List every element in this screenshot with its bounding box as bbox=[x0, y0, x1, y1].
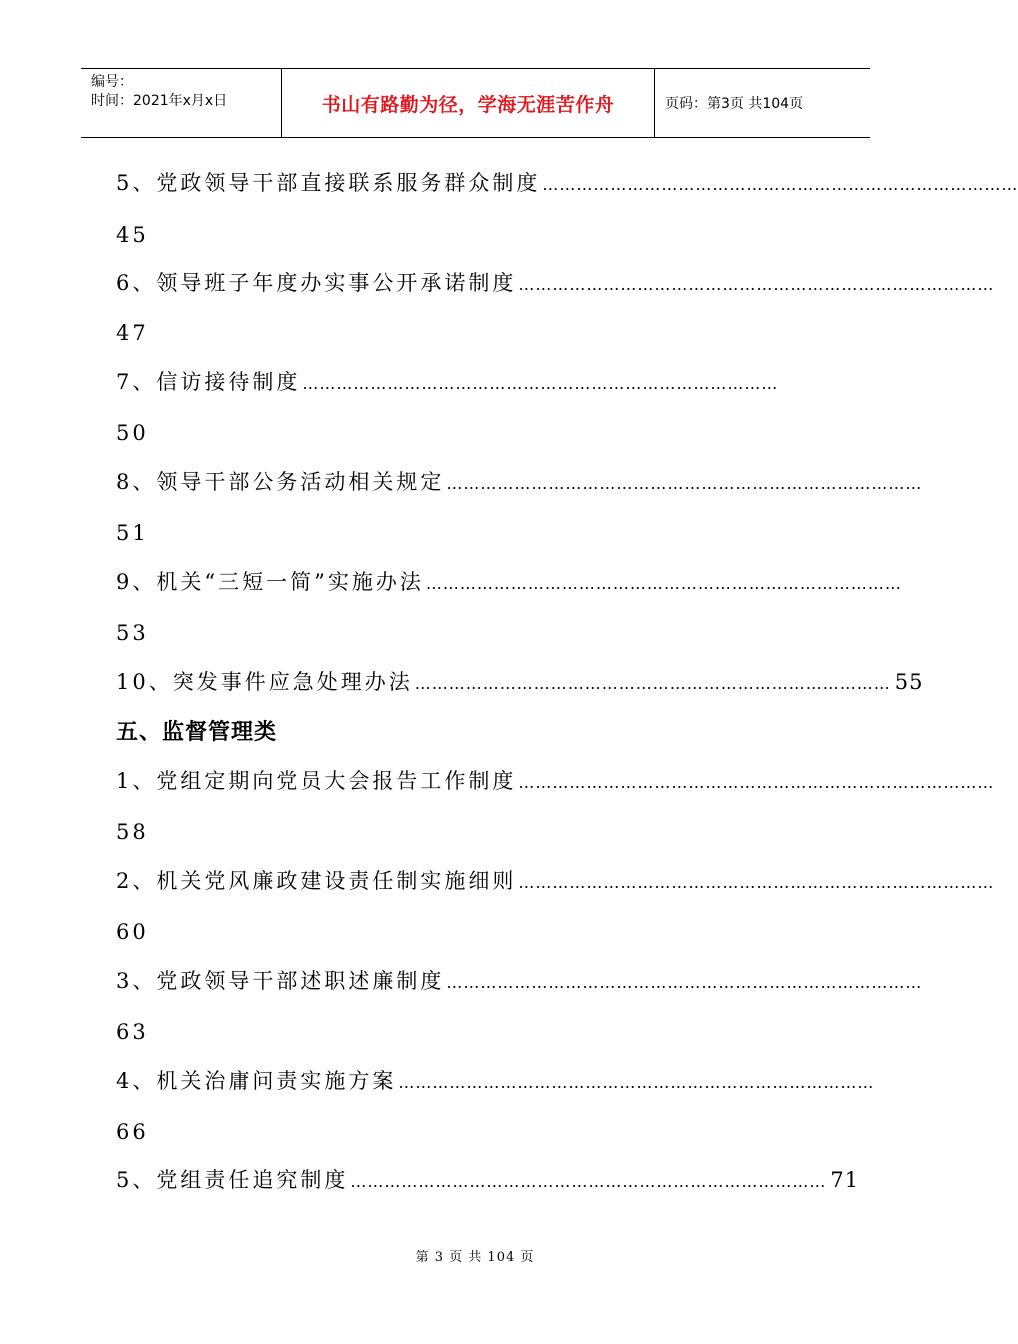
header-page-code: 页码：第3页 共104页 bbox=[665, 96, 804, 112]
toc-entry bbox=[116, 268, 995, 298]
header-meta bbox=[81, 69, 281, 137]
toc-leader-dots: ………………………………………………………………………… bbox=[518, 873, 995, 892]
header-motto: 书山有路勤为径，学海无涯苦作舟 bbox=[281, 69, 655, 137]
toc-entry bbox=[116, 1066, 875, 1096]
toc-leader-dots: ………………………………………………………………………… bbox=[542, 175, 1018, 194]
toc-page-number: 45 bbox=[116, 223, 149, 247]
toc-entry bbox=[116, 667, 924, 697]
toc-leader-dots: ………………………………………………………………………… bbox=[446, 474, 923, 493]
toc-entry bbox=[116, 1165, 860, 1195]
toc-entry-title: 2、机关党风廉政建设责任制实施细则 bbox=[116, 869, 517, 893]
toc-entry-title: 6、领导班子年度办实事公开承诺制度 bbox=[116, 271, 517, 295]
section-heading: 五、监督管理类 bbox=[116, 719, 278, 745]
toc-page-number: 66 bbox=[116, 1120, 149, 1144]
toc-leader-dots: ………………………………………………………………………… bbox=[350, 1172, 827, 1191]
toc-entry bbox=[116, 467, 923, 497]
toc-page-number: 63 bbox=[116, 1020, 149, 1044]
toc-leader-dots: ………………………………………………………………………… bbox=[302, 374, 779, 393]
toc-entry-title: 7、信访接待制度 bbox=[116, 370, 301, 394]
toc-leader-dots: ………………………………………………………………………… bbox=[425, 574, 902, 593]
number-label: 编号： bbox=[91, 74, 133, 90]
toc-entry bbox=[116, 966, 923, 996]
toc-page-number: 58 bbox=[116, 820, 149, 844]
toc-entry-title: 5、党组责任追究制度 bbox=[116, 1168, 349, 1192]
toc-leader-dots: ………………………………………………………………………… bbox=[518, 773, 995, 792]
toc-entry-title: 5、党政领导干部直接联系服务群众制度 bbox=[116, 171, 541, 195]
toc-page-number: 71 bbox=[830, 1168, 860, 1192]
toc-entry-title: 3、党政领导干部述职述廉制度 bbox=[116, 969, 445, 993]
toc-page-number: 51 bbox=[116, 521, 149, 545]
toc-page-number: 55 bbox=[894, 670, 924, 694]
toc-entry bbox=[116, 367, 836, 397]
toc-leader-dots: ………………………………………………………………………… bbox=[518, 275, 995, 294]
toc-leader-dots: ………………………………………………………………………… bbox=[414, 674, 891, 693]
toc-entry bbox=[116, 866, 995, 896]
toc-entry-title: 4、机关治庸问责实施方案 bbox=[116, 1069, 397, 1093]
toc-entry-title: 1、党组定期向党员大会报告工作制度 bbox=[116, 769, 517, 793]
toc-entry bbox=[116, 766, 995, 796]
toc-entry-title: 9、机关“三短一简”实施办法 bbox=[116, 570, 424, 594]
toc-leader-dots: ………………………………………………………………………… bbox=[398, 1073, 875, 1092]
toc-page-number: 47 bbox=[116, 321, 149, 345]
toc-entry bbox=[116, 567, 902, 597]
toc-entry bbox=[116, 168, 1018, 198]
toc-leader-dots: ………………………………………………………………………… bbox=[446, 973, 923, 992]
toc-page-number: 60 bbox=[116, 920, 149, 944]
page-footer: 第 3 页 共 104 页 bbox=[415, 1250, 535, 1265]
page-header bbox=[81, 68, 870, 138]
toc-entry-title: 10、突发事件应急处理办法 bbox=[116, 670, 413, 694]
toc-page-number: 50 bbox=[116, 421, 149, 445]
toc-page-number: 53 bbox=[116, 621, 149, 645]
time-label: 时间：2021年x月x日 bbox=[91, 93, 228, 109]
toc-entry-title: 8、领导干部公务活动相关规定 bbox=[116, 470, 445, 494]
